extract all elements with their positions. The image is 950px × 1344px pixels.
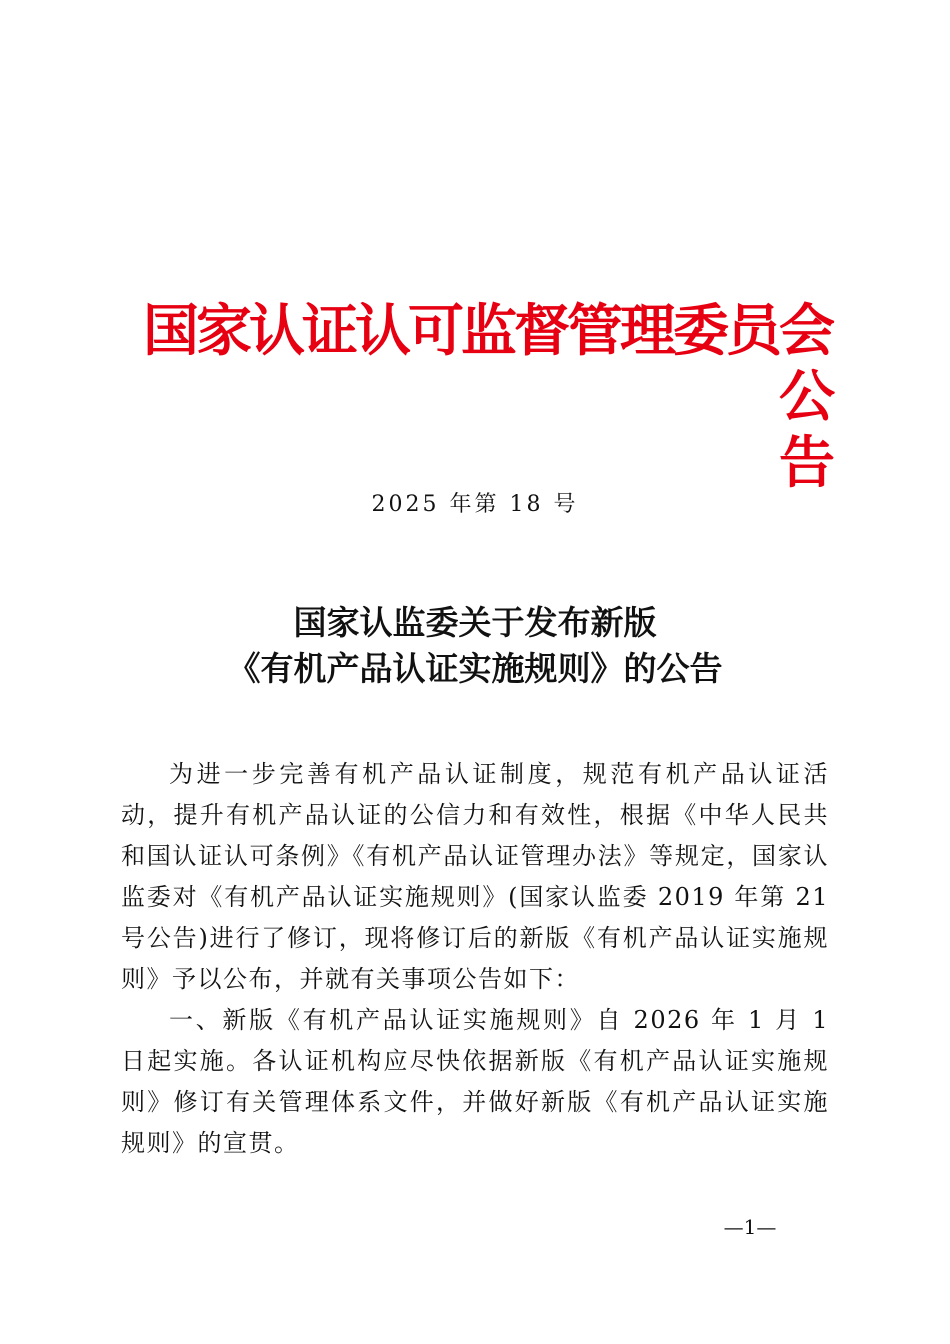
issuer-header-line-2: 告 (779, 430, 832, 496)
body-paragraph-item-1: 一、新版《有机产品认证实施规则》自 2026 年 1 月 1 日起实施。各认证机构应尽快依据新版《有机产品认证实施规则》修订有关管理体系文件，并做好新版《有机产品认证实施规则》的宣贯。 (121, 1006, 829, 1157)
document-title-line-2: 《有机产品认证实施规则》的公告 (227, 649, 723, 688)
document-title-line-1: 国家认监委关于发布新版 (293, 603, 657, 642)
issuer-header-line-1: 国家认证认可监督管理委员会公 (143, 298, 832, 430)
document-body (121, 754, 829, 1164)
issue-number: 2025 年第 18 号 (371, 492, 579, 517)
issuer-header (120, 298, 832, 496)
body-paragraph-intro: 为进一步完善有机产品认证制度，规范有机产品认证活动，提升有机产品认证的公信力和有效性，根据《中华人民共和国认证认可条例》《有机产品认证管理办法》等规定，国家认监委对《有机产品认证实施规则》(国家认监委 2019 年第 21 号公告)进行了修订，现将修订后的新版《有机产品认证实施规则》予以公布，并就有关事项公告如下： (121, 760, 829, 993)
page-number: —1— (723, 1215, 777, 1239)
document-title (0, 600, 950, 692)
